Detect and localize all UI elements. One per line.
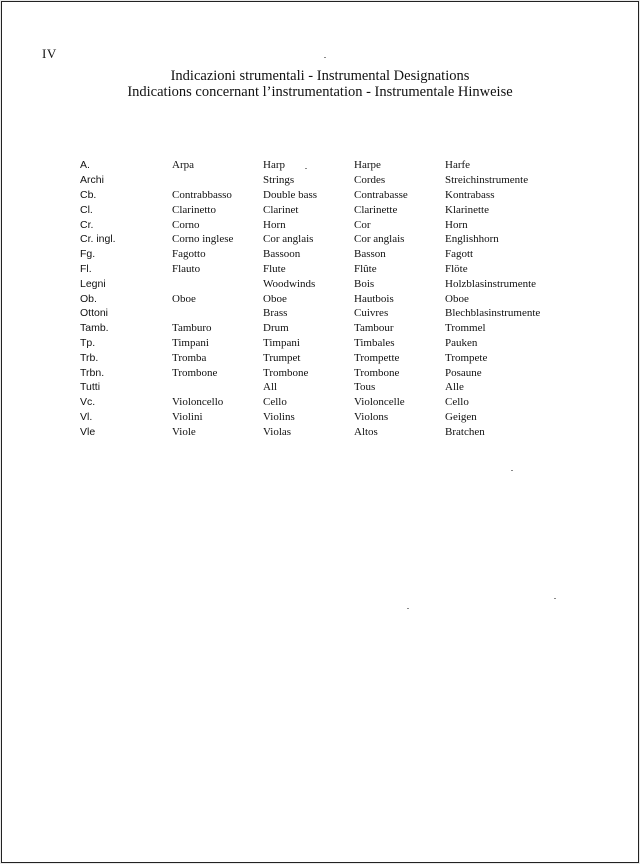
table-row [80,306,560,321]
cell-french: Altos [354,425,378,438]
cell-english: Violins [263,410,295,423]
cell-abbreviation: Fl. [80,262,92,275]
cell-german: Englishhorn [445,233,499,246]
cell-abbreviation: Trb. [80,351,99,364]
cell-french: Basson [354,248,386,261]
cell-english: Woodwinds [263,277,316,290]
table-row [80,410,560,425]
cell-french: Violons [354,410,389,423]
title-line-1: Indicazioni strumentali - Instrumental Designations [170,68,470,84]
cell-abbreviation: A. [80,159,90,172]
scan-speck [305,168,307,169]
cell-french: Bois [354,277,375,290]
cell-abbreviation: Cb. [80,188,97,201]
table-row [80,202,560,217]
cell-abbreviation: Cr. [80,218,94,231]
cell-english: Clarinet [263,203,299,216]
cell-french: Cuivres [354,307,389,320]
cell-abbreviation: Ob. [80,292,97,305]
scan-speck [407,608,409,609]
cell-italian: Tromba [172,351,207,364]
cell-italian: Clarinetto [172,203,216,216]
cell-english: Harp [263,159,285,172]
cell-english: Horn [263,218,286,231]
cell-abbreviation: Tp. [80,336,96,349]
table-row [80,217,560,232]
cell-english: Strings [263,174,295,187]
cell-english: Double bass [263,188,318,201]
cell-german: Streichinstrumente [445,174,529,187]
table-row [80,350,560,365]
cell-german: Geigen [445,410,477,423]
cell-italian: Oboe [172,292,196,305]
cell-abbreviation: Vle [80,425,96,438]
cell-german: Holzblasinstrumente [445,277,537,290]
cell-french: Cor anglais [354,233,405,246]
cell-german: Cello [445,396,469,409]
cell-english: Bassoon [263,248,301,261]
cell-english: Drum [263,322,289,335]
cell-german: Blechblasinstrumente [445,307,541,320]
cell-english: All [263,381,278,394]
cell-italian: Trombone [172,366,218,379]
cell-italian: Violoncello [172,396,224,409]
cell-german: Kontrabass [445,188,495,201]
cell-french: Hautbois [354,292,394,305]
table-row [80,380,560,395]
table-row [80,188,560,203]
table-row [80,365,560,380]
cell-english: Brass [263,307,288,320]
page-title [2,68,638,100]
table-row [80,247,560,262]
cell-abbreviation: Legni [80,277,106,290]
cell-abbreviation: Fg. [80,248,96,261]
cell-italian: Tamburo [172,322,212,335]
cell-english: Cello [263,396,287,409]
cell-german: Alle [445,381,464,394]
page-number: IV [42,46,57,61]
table-row [80,321,560,336]
cell-english: Trombone [263,366,309,379]
cell-german: Bratchen [445,425,485,438]
cell-german: Flöte [445,262,468,275]
cell-french: Trombone [354,366,400,379]
cell-english: Timpani [263,336,300,349]
document-page [1,1,639,863]
scan-speck [511,470,513,471]
cell-italian: Fagotto [172,248,206,261]
cell-english: Flute [263,262,286,275]
cell-english: Trumpet [263,351,301,364]
cell-french: Cor [354,218,371,231]
cell-french: Timbales [354,336,395,349]
table-row [80,424,560,439]
table-row [80,395,560,410]
table-row [80,291,560,306]
cell-german: Fagott [445,248,474,261]
title-line-2: Indications concernant l’instrumentation - Instrumentale Hinweise [127,84,513,100]
cell-italian: Contrabbasso [172,188,232,201]
cell-abbreviation: Trbn. [80,366,105,379]
cell-italian: Violini [172,410,203,423]
table-row [80,276,560,291]
cell-italian: Flauto [172,262,201,275]
cell-abbreviation: Tamb. [80,322,109,335]
cell-french: Contrabasse [354,188,408,201]
cell-french: Cordes [354,174,386,187]
cell-abbreviation: Archi [80,174,104,187]
cell-french: Trompette [354,351,400,364]
cell-italian: Timpani [172,336,209,349]
cell-abbreviation: Cr. ingl. [80,233,116,246]
cell-french: Violoncelle [354,396,405,409]
cell-german: Klarinette [445,203,489,216]
cell-english: Cor anglais [263,233,314,246]
cell-german: Oboe [445,292,469,305]
cell-italian: Arpa [172,159,194,172]
cell-italian: Corno inglese [172,233,234,246]
table-row [80,262,560,277]
table-row [80,173,560,188]
cell-french: Tous [354,381,376,394]
cell-french: Flûte [354,262,377,275]
table-row [80,232,560,247]
cell-abbreviation: Vc. [80,396,96,409]
cell-italian: Corno [172,218,200,231]
instrument-designation-table [80,158,560,439]
cell-german: Trompete [445,351,488,364]
cell-abbreviation: Tutti [80,381,101,394]
table-row [80,158,560,173]
cell-german: Trommel [445,322,486,335]
cell-german: Pauken [445,336,478,349]
cell-german: Harfe [445,159,471,172]
scan-speck [324,57,326,58]
cell-french: Clarinette [354,203,398,216]
cell-english: Violas [263,425,292,438]
cell-french: Harpe [354,159,381,172]
cell-german: Posaune [445,366,482,379]
cell-abbreviation: Ottoni [80,307,109,320]
scan-speck [554,598,556,599]
cell-abbreviation: Cl. [80,203,93,216]
cell-german: Horn [445,218,468,231]
cell-english: Oboe [263,292,287,305]
cell-french: Tambour [354,322,394,335]
cell-abbreviation: Vl. [80,410,93,423]
table-row [80,336,560,351]
cell-italian: Viole [172,425,196,438]
